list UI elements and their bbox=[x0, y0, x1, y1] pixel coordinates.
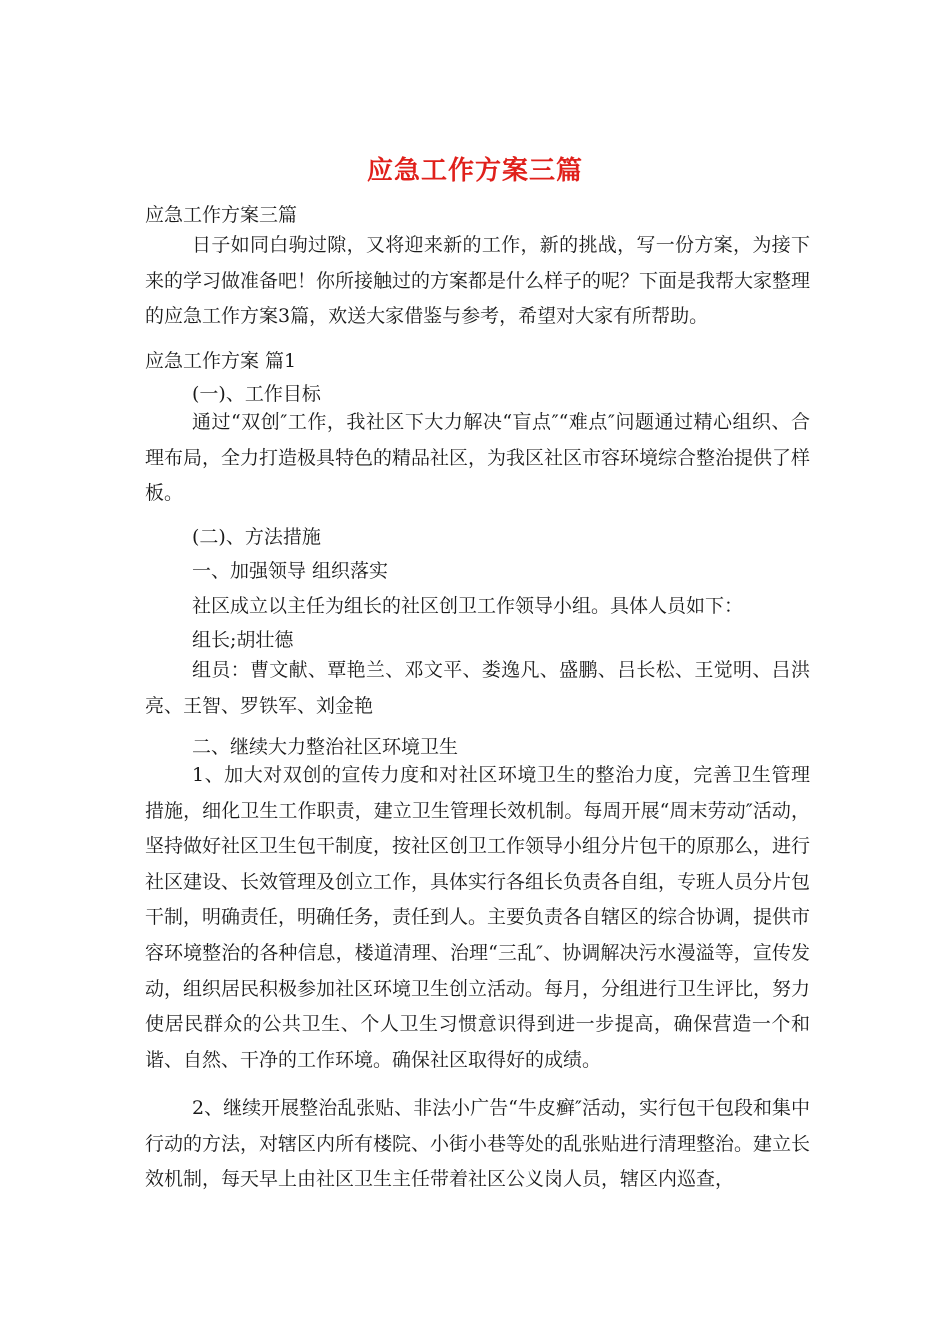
item1-paragraph: 社区成立以主任为组长的社区创卫工作领导小组。具体人员如下： bbox=[192, 595, 744, 617]
item2-heading: 二、继续大力整治社区环境卫生 bbox=[192, 736, 459, 758]
item1-heading: 一、加强领导 组织落实 bbox=[192, 560, 389, 582]
goal-paragraph: 通过“双创″工作，我社区下大力解决“盲点″“难点″问题通过精心组织、合理布局，全力打造极具特色的精品社区，为我区社区市容环境综合整治提供了样板。 bbox=[145, 411, 811, 505]
document-title: 应急工作方案三篇 bbox=[366, 156, 583, 186]
point1-paragraph: 1、加大对双创的宣传力度和对社区环境卫生的整治力度，完善卫生管理措施，细化卫生工作职责，建立卫生管理长效机制。每周开展“周末劳动″活动，坚持做好社区卫生包干制度，按社区创卫工作领导小组分片包干的原那么，进行社区建设、长效管理及创立工作，具体实行各组长负责各自组，专班人员分片包干制，明确责任，明确任务，责任到人。主要负责各自辖区的综合协调，提供市容环境整治的各种信息，楼道清理、治理“三乱″、协调解决污水漫溢等，宣传发动，组织居民积极参加社区环境卫生创立活动。每月，分组进行卫生评比，努力使居民群众的公共卫生、个人卫生习惯意识得到进一步提高，确保营造一个和谐、自然、干净的工作环境。确保社区取得好的成绩。 bbox=[145, 764, 811, 1071]
intro-paragraph: 日子如同白驹过隙，又将迎来新的工作，新的挑战，写一份方案，为接下来的学习做准备吧！你所接触过的方案都是什么样子的呢？下面是我帮大家整理的应急工作方案3篇，欢送大家借鉴与参考，希望对大家有所帮助。 bbox=[145, 234, 811, 328]
measures-heading: (二)、方法措施 bbox=[192, 526, 321, 548]
point2-paragraph: 2、继续开展整治乱张贴、非法小广告“牛皮癣″活动，实行包干包段和集中行动的方法，对辖区内所有楼院、小街小巷等处的乱张贴进行清理整治。建立长效机制，每天早上由社区卫生主任带着社区公义岗人员，辖区内巡查， bbox=[145, 1097, 811, 1191]
document-subtitle: 应急工作方案三篇 bbox=[145, 204, 298, 226]
goal-heading: (一)、工作目标 bbox=[192, 383, 321, 405]
members-paragraph: 组员：曹文献、覃艳兰、邓文平、娄逸凡、盛鹏、吕长松、王觉明、吕洪亮、王智、罗铁军、刘金艳 bbox=[145, 659, 810, 717]
leader-line: 组长;胡壮德 bbox=[192, 629, 294, 651]
section1-heading: 应急工作方案 篇1 bbox=[145, 350, 297, 372]
